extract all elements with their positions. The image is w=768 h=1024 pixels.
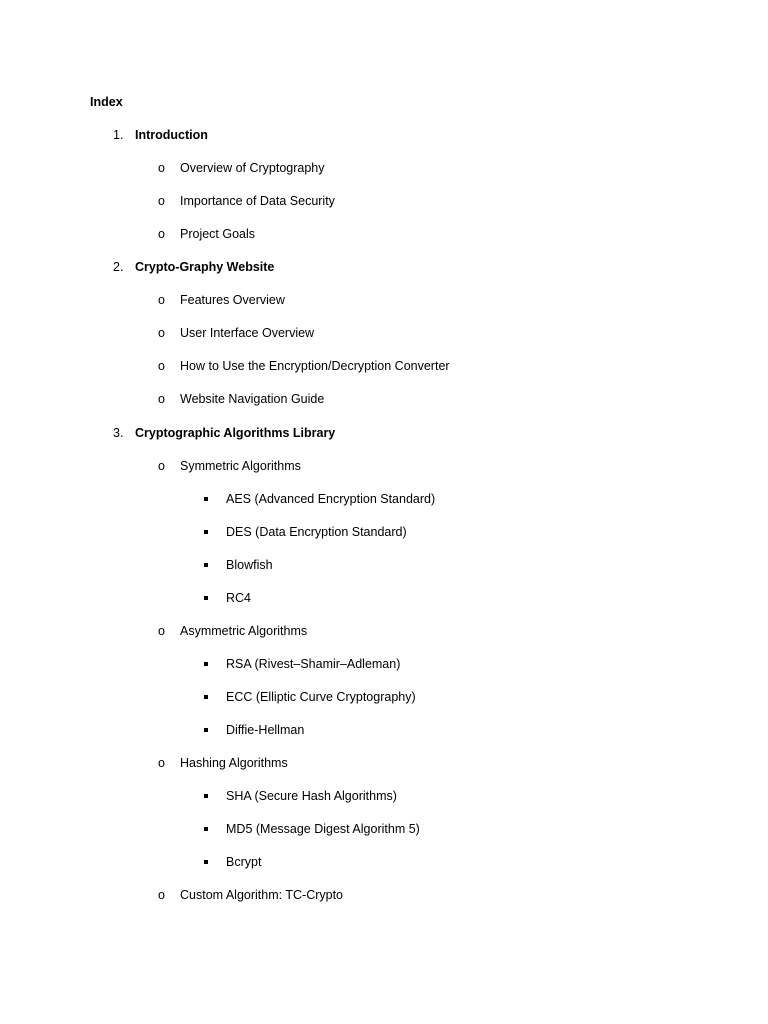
section-title-algorithms: Cryptographic Algorithms Library [135,426,336,440]
section-number: 1. [113,128,124,142]
sub-list-item: Bcrypt [226,855,262,869]
list-item: Project Goals [180,227,256,241]
list-marker: o [158,756,165,770]
list-marker: o [158,624,165,638]
square-bullet-icon [204,794,208,798]
square-bullet-icon [204,827,208,831]
list-item: Asymmetric Algorithms [180,624,308,638]
square-bullet-icon [204,563,208,567]
sub-list-item: DES (Data Encryption Standard) [226,525,407,539]
sub-list-item: AES (Advanced Encryption Standard) [226,492,436,506]
sub-list-item: RSA (Rivest–Shamir–Adleman) [226,657,401,671]
index-heading: Index [90,95,123,109]
list-marker: o [158,459,165,473]
list-item: How to Use the Encryption/Decryption Converter [180,359,450,373]
list-item: Website Navigation Guide [180,392,325,406]
list-item: Importance of Data Security [180,194,335,208]
list-item: Symmetric Algorithms [180,459,301,473]
list-item: User Interface Overview [180,326,315,340]
sub-list-item: RC4 [226,591,252,605]
list-marker: o [158,194,165,208]
square-bullet-icon [204,728,208,732]
square-bullet-icon [204,530,208,534]
list-marker: o [158,161,165,175]
section-title-website: Crypto-Graphy Website [135,260,275,274]
square-bullet-icon [204,662,208,666]
section-title-introduction: Introduction [135,128,208,142]
list-marker: o [158,888,165,902]
square-bullet-icon [204,860,208,864]
square-bullet-icon [204,497,208,501]
sub-list-item: Blowfish [226,558,273,572]
list-marker: o [158,326,165,340]
section-number: 3. [113,426,124,440]
list-item: Overview of Cryptography [180,161,325,175]
sub-list-item: Diffie-Hellman [226,723,305,737]
sub-list-item: ECC (Elliptic Curve Cryptography) [226,690,416,704]
square-bullet-icon [204,596,208,600]
square-bullet-icon [204,695,208,699]
section-number: 2. [113,260,124,274]
list-item: Custom Algorithm: TC-Crypto [180,888,344,902]
sub-list-item: MD5 (Message Digest Algorithm 5) [226,822,420,836]
list-marker: o [158,293,165,307]
list-item: Hashing Algorithms [180,756,288,770]
list-item: Features Overview [180,293,285,307]
list-marker: o [158,359,165,373]
list-marker: o [158,227,165,241]
list-marker: o [158,392,165,406]
sub-list-item: SHA (Secure Hash Algorithms) [226,789,397,803]
